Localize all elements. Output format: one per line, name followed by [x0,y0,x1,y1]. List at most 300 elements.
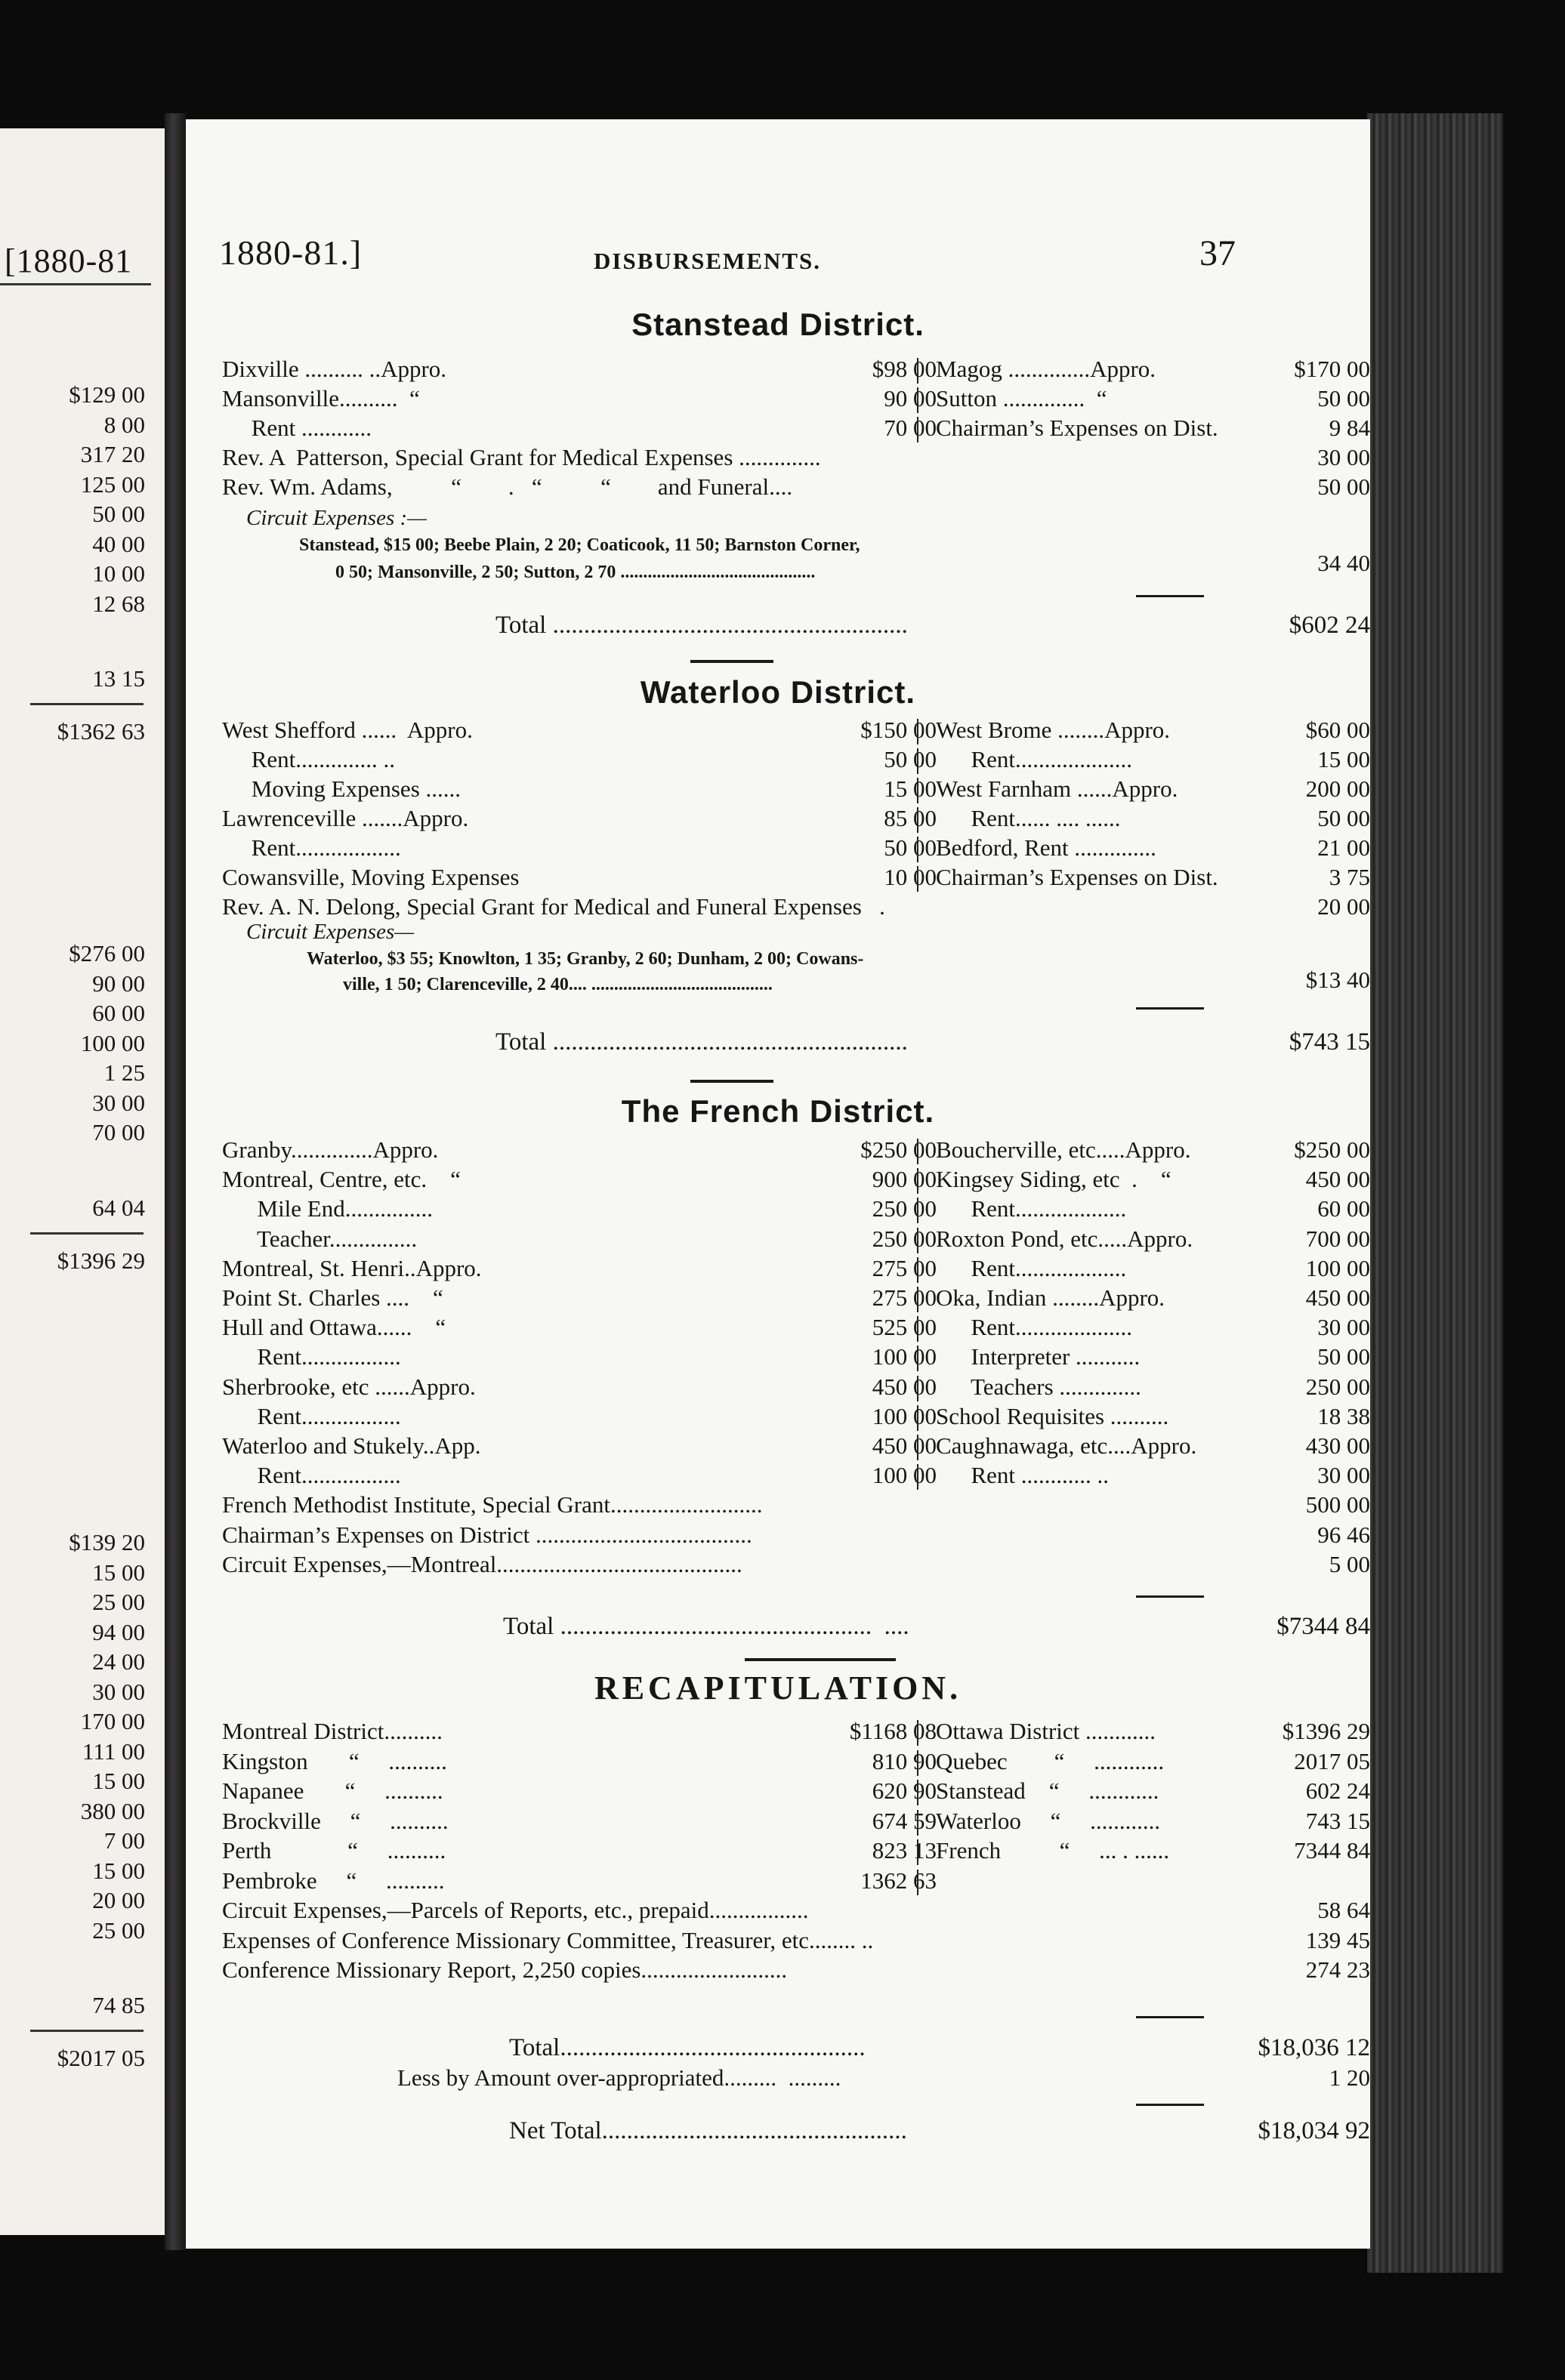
section-divider [745,1658,896,1661]
waterloo-total: $743 15 [1289,1028,1370,1056]
waterloo-right-item: Rent.................... [936,746,1133,772]
waterloo-circuit-line-1: Waterloo, $3 55; Knowlton, 1 35; Granby, 2 60; Dunham, 2 00; Cowans- [307,949,864,969]
previous-page-row [0,1000,151,1030]
previous-page-row [0,1708,151,1738]
waterloo-left-item: Rent.................. [222,834,401,861]
previous-page-sum-rule [30,703,144,705]
recap-right-item: French “ ... . ...... [936,1837,1170,1864]
previous-page-running-head: [1880-81 [5,242,133,279]
recap-column-divider [917,1780,918,1805]
french-full-row [222,1491,1438,1521]
previous-page-amount: 94 00 [92,1618,145,1645]
waterloo-right-item: Rent...... .... ...... [936,805,1121,831]
previous-page-row [0,1090,151,1120]
french-left-item: Point St. Charles .... “ [222,1284,443,1311]
recap-right-item: Ottawa District ............ [936,1718,1156,1744]
french-right-item: School Requisites .......... [936,1402,1169,1429]
stanstead-full-item: Rev. Wm. Adams, “ . “ “ and Funeral.... [222,473,793,500]
french-column-divider [917,1257,918,1283]
stanstead-left-amount: 70 00 [884,415,937,441]
stanstead-full-amount: 30 00 [1317,444,1370,470]
waterloo-column-divider [917,719,918,745]
french-left-item: Waterloo and Stukely..App. [222,1432,481,1459]
recap-full-item: Circuit Expenses,—Parcels of Reports, etc., prepaid................. [222,1897,809,1923]
recap-left-item: Perth “ .......... [222,1837,446,1864]
recap-left-amount: 1362 63 [860,1867,937,1894]
recap-column-divider [917,1839,918,1865]
french-row [222,1461,1438,1491]
waterloo-row [222,834,1438,864]
french-full-amount: 500 00 [1305,1491,1370,1518]
french-left-item: Sherbrooke, etc ......Appro. [222,1373,476,1400]
previous-page-amount: 7 00 [103,1827,145,1854]
book-gutter [165,113,186,2250]
recap-right-item: Quebec “ ............ [936,1747,1165,1774]
french-left-amount: 900 00 [872,1166,937,1193]
previous-page-amount: 380 00 [80,1797,145,1824]
previous-page-row [0,1247,151,1278]
previous-page-amount: 15 00 [92,1857,145,1884]
french-column-divider [917,1376,918,1401]
recap-row [222,1836,1438,1867]
french-row [222,1313,1438,1343]
previous-page-row [0,441,151,471]
previous-page-amount: 74 85 [92,1992,145,2018]
previous-page-row [0,1887,151,1917]
french-left-item: Montreal, Centre, etc. “ [222,1166,461,1193]
recap-full-amount: 139 45 [1305,1926,1370,1953]
french-left-amount: 100 00 [872,1402,937,1429]
previous-page-amount: 60 00 [92,1000,145,1026]
waterloo-right-amount: 50 00 [1317,805,1370,831]
recap-row [222,1747,1438,1777]
previous-page-row [0,2045,151,2075]
recap-left-item: Napanee “ .......... [222,1777,443,1804]
previous-page-row [0,665,151,695]
previous-page-rule [0,283,151,285]
stanstead-total-label: Total ......................................................... [495,612,908,639]
stanstead-circuit-label: Circuit Expenses :— [246,506,427,530]
stanstead-left-amount: $98 00 [872,356,937,382]
previous-page-row [0,1992,151,2022]
recap-right-amount: 602 24 [1305,1777,1370,1804]
previous-page-amount: 317 20 [80,441,145,467]
recap-left-amount: $1168 08 [849,1718,937,1744]
previous-page-row [0,1857,151,1888]
recap-full-item: Conference Missionary Report, 2,250 copies......................... [222,1956,788,1983]
waterloo-right-item: Bedford, Rent .............. [936,834,1156,861]
french-right-item: Kingsey Siding, etc . “ [936,1166,1171,1193]
waterloo-right-item: Chairman’s Expenses on Dist. [936,864,1218,890]
previous-page-amount: $139 20 [69,1529,145,1555]
french-right-amount: 450 00 [1305,1166,1370,1193]
previous-page-amount: 20 00 [92,1887,145,1913]
french-left-amount: 250 00 [872,1195,937,1222]
waterloo-sum-rule [1136,1007,1204,1010]
recap-row [222,1777,1438,1807]
previous-page-total: $2017 05 [57,2045,145,2071]
previous-page-amount: 15 00 [92,1558,145,1586]
french-right-item: Rent................... [936,1254,1127,1281]
previous-page-row [0,940,151,970]
waterloo-column-divider [917,807,918,833]
recap-less-label: Less by Amount over-appropriated......... ......... [397,2064,841,2091]
previous-page-sum-rule [30,2030,144,2032]
previous-page-amount: $276 00 [69,940,145,966]
waterloo-left-amount: 50 00 [884,746,937,772]
waterloo-right-item: West Farnham ......Appro. [936,775,1178,802]
previous-page-row [0,560,151,590]
french-left-item: Montreal, St. Henri..Appro. [222,1254,482,1281]
waterloo-total-label: Total ......................................................... [495,1028,908,1056]
previous-page-amount: 125 00 [80,470,145,498]
recap-full-row [222,1896,1438,1926]
french-district-title: The French District. [621,1093,935,1129]
running-head-year: 1880-81.] [219,233,363,272]
previous-page-amount: 50 00 [92,501,145,527]
recap-left-item: Montreal District.......... [222,1718,443,1744]
waterloo-left-amount: $150 00 [860,717,937,743]
french-full-item: French Methodist Institute, Special Grant.......................... [222,1491,763,1518]
stanstead-full-row [222,443,1438,473]
recap-right-item: Waterloo “ ............ [936,1807,1161,1834]
waterloo-row [222,804,1438,834]
previous-page-amount: 90 00 [92,970,145,997]
waterloo-column-divider [917,778,918,803]
recap-full-row [222,1956,1438,1986]
page-number: 37 [1199,233,1236,273]
french-right-amount: $250 00 [1294,1136,1370,1163]
french-left-item: Rent................. [222,1343,401,1370]
stanstead-right-amount: $170 00 [1294,356,1370,382]
french-left-amount: 250 00 [872,1225,937,1252]
recap-full-amount: 58 64 [1317,1897,1370,1923]
recap-full-row [222,1926,1438,1956]
french-right-item: Rent.................... [936,1314,1133,1341]
french-right-item: Oka, Indian ........Appro. [936,1284,1165,1311]
stanstead-left-item: Dixville .......... ..Appro. [222,356,447,382]
section-divider [690,660,773,663]
stanstead-sum-rule [1136,595,1204,597]
french-row [222,1225,1438,1255]
recap-column-divider [917,1810,918,1836]
running-head-title: DISBURSEMENTS. [594,248,822,274]
ledger-page [186,119,1370,2249]
waterloo-full-row [222,892,1438,923]
french-full-row [222,1521,1438,1551]
recap-right-amount: $1396 29 [1282,1718,1370,1744]
waterloo-full-amount: 20 00 [1317,893,1370,920]
french-right-item: Caughnawaga, etc....Appro. [936,1432,1197,1459]
french-left-amount: 275 00 [872,1254,937,1281]
french-column-divider [917,1168,918,1194]
french-full-amount: 5 00 [1329,1550,1370,1577]
french-row [222,1402,1438,1432]
previous-page-row [0,1030,151,1060]
waterloo-right-amount: 21 00 [1317,834,1370,861]
previous-page-row [0,531,151,561]
french-column-divider [917,1287,918,1312]
previous-page-row [0,1648,151,1679]
recap-right-amount: 7344 84 [1294,1837,1370,1864]
waterloo-left-item: Cowansville, Moving Expenses [222,864,520,890]
previous-page-amount: 1 25 [103,1059,145,1086]
french-column-divider [917,1435,918,1460]
stanstead-right-item: Magog ..............Appro. [936,356,1156,382]
previous-page-row [0,1559,151,1589]
previous-page-amount: 13 15 [92,665,145,692]
waterloo-left-item: Lawrenceville .......Appro. [222,805,469,831]
previous-page-amount: 30 00 [92,1089,145,1116]
waterloo-circuit-amount: $13 40 [1305,966,1370,993]
previous-page-row [0,412,151,442]
previous-page-row [0,1738,151,1768]
waterloo-left-amount: 50 00 [884,834,937,861]
french-column-divider [917,1228,918,1253]
waterloo-right-amount: 15 00 [1317,746,1370,772]
french-left-amount: 275 00 [872,1284,937,1311]
previous-page-amount: 12 68 [92,590,145,617]
recap-left-amount: 823 13 [872,1837,937,1864]
french-left-item: Teacher............... [222,1225,418,1252]
previous-page-row [0,970,151,1000]
french-right-item: Interpreter ........... [936,1343,1141,1370]
stanstead-full-row [222,473,1438,503]
french-row [222,1136,1438,1166]
french-right-amount: 700 00 [1305,1225,1370,1252]
waterloo-full-item: Rev. A. N. Delong, Special Grant for Medical and Funeral Expenses . [222,893,885,920]
previous-page-amount: 170 00 [80,1708,145,1734]
french-left-amount: 450 00 [872,1373,937,1400]
previous-page-row [0,1827,151,1857]
waterloo-circuit-label: Circuit Expenses— [246,920,415,944]
waterloo-left-amount: 15 00 [884,775,937,802]
previous-page-row [0,381,151,412]
french-right-amount: 100 00 [1305,1254,1370,1281]
recap-column-divider [917,1870,918,1895]
waterloo-column-divider [917,866,918,892]
stanstead-right-item: Sutton .............. “ [936,385,1107,412]
stanstead-left-amount: 90 00 [884,385,937,412]
previous-page-row [0,1119,151,1149]
french-row [222,1195,1438,1225]
french-column-divider [917,1198,918,1223]
stanstead-row [222,355,1438,385]
waterloo-column-divider [917,748,918,774]
french-full-item: Chairman’s Expenses on District ..................................... [222,1521,752,1548]
waterloo-left-item: Rent.............. .. [222,746,396,772]
stanstead-column-divider [917,417,918,442]
recap-full-item: Expenses of Conference Missionary Committee, Treasurer, etc........ .. [222,1926,874,1953]
stanstead-left-item: Mansonville.......... “ [222,385,420,412]
french-right-item: Teachers .............. [936,1373,1141,1400]
stanstead-district-title: Stanstead District. [631,307,924,342]
recap-less: 1 20 [1329,2064,1370,2091]
previous-page-total: $1396 29 [57,1247,145,1274]
french-total-label: Total .................................................. .... [503,1613,909,1640]
french-full-amount: 96 46 [1317,1521,1370,1548]
previous-page-row [0,718,151,748]
previous-page-amount: 8 00 [103,411,145,438]
french-left-item: Granby..............Appro. [222,1136,439,1163]
previous-page-row [0,1679,151,1709]
french-right-amount: 450 00 [1305,1284,1370,1311]
french-left-item: Mile End............... [222,1195,433,1222]
french-right-amount: 60 00 [1317,1195,1370,1222]
french-right-item: Rent................... [936,1195,1127,1222]
stanstead-circuit-line-1: Stanstead, $15 00; Beebe Plain, 2 20; Coaticook, 11 50; Barnston Corner, [299,535,860,555]
waterloo-left-amount: 85 00 [884,805,937,831]
waterloo-row [222,745,1438,775]
french-left-amount: 100 00 [872,1343,937,1370]
recap-full-amount: 274 23 [1305,1956,1370,1983]
previous-page-amount: 24 00 [92,1648,145,1675]
waterloo-left-item: West Shefford ...... Appro. [222,717,473,743]
french-row [222,1432,1438,1462]
stanstead-row [222,414,1438,444]
previous-page-row [0,1768,151,1798]
stanstead-right-amount: 50 00 [1317,385,1370,412]
french-right-amount: 30 00 [1317,1314,1370,1341]
recapitulation-title: RECAPITULATION. [594,1669,962,1706]
previous-page-amount: 25 00 [92,1589,145,1615]
stanstead-full-amount: 50 00 [1317,473,1370,500]
recap-column-divider [917,1720,918,1746]
stanstead-column-divider [917,358,918,384]
previous-page-row [0,501,151,531]
waterloo-left-item: Moving Expenses ...... [222,775,461,802]
previous-page-row [0,1195,151,1225]
french-column-divider [917,1464,918,1490]
recap-column-divider [917,1750,918,1776]
previous-page-amount: 111 00 [82,1737,145,1765]
stanstead-column-divider [917,387,918,413]
section-divider [690,1080,773,1083]
french-right-amount: 430 00 [1305,1432,1370,1459]
stanstead-total: $602 24 [1289,612,1370,639]
french-left-item: Hull and Ottawa...... “ [222,1314,446,1341]
previous-page-total: $1362 63 [57,718,145,745]
waterloo-right-item: West Brome ........Appro. [936,717,1171,743]
french-row [222,1343,1438,1373]
french-right-amount: 18 38 [1317,1402,1370,1429]
french-full-item: Circuit Expenses,—Montreal.......................................... [222,1550,742,1577]
waterloo-right-amount: 3 75 [1329,864,1370,890]
stanstead-right-amount: 9 84 [1329,415,1370,441]
recap-row [222,1867,1438,1897]
previous-page-amount: 40 00 [92,530,145,557]
waterloo-row [222,716,1438,746]
recap-right-amount: 2017 05 [1294,1747,1370,1774]
waterloo-circuit-line-2: ville, 1 50; Clarenceville, 2 40.... ........................................ [307,975,773,994]
recap-left-amount: 674 59 [872,1807,937,1834]
french-total: $7344 84 [1276,1613,1370,1640]
previous-page-row [0,1917,151,1947]
recap-total: $18,036 12 [1258,2034,1370,2061]
french-row [222,1165,1438,1195]
recap-row [222,1807,1438,1837]
waterloo-row [222,775,1438,805]
french-right-amount: 50 00 [1317,1343,1370,1370]
waterloo-district-title: Waterloo District. [640,674,916,710]
stanstead-circuit-amount: 34 40 [1317,550,1370,576]
recap-left-item: Kingston “ .......... [222,1747,447,1774]
previous-page-amount: 10 00 [92,560,145,587]
previous-page-amount: 30 00 [92,1678,145,1705]
previous-page-amount: 15 00 [92,1768,145,1794]
previous-page-row [0,471,151,501]
net-sum-rule [1136,2104,1204,2106]
stanstead-right-item: Chairman’s Expenses on Dist. [936,415,1218,441]
french-row [222,1284,1438,1314]
previous-page-amount: $129 00 [69,381,145,408]
previous-page-row [0,590,151,621]
french-column-divider [917,1316,918,1342]
stanstead-full-item: Rev. A Patterson, Special Grant for Medical Expenses .............. [222,444,821,470]
french-right-item: Boucherville, etc.....Appro. [936,1136,1191,1163]
previous-page-row [0,1529,151,1559]
french-column-divider [917,1405,918,1431]
french-right-amount: 30 00 [1317,1462,1370,1489]
recap-right-item: Stanstead “ ............ [936,1777,1159,1804]
french-full-row [222,1550,1438,1580]
waterloo-left-amount: 10 00 [884,864,937,890]
previous-page-amount: 64 04 [92,1194,145,1221]
recap-left-amount: 810 90 [872,1747,937,1774]
previous-page-amount: 100 00 [80,1029,145,1056]
previous-page-row [0,1798,151,1828]
french-right-item: Rent ............ .. [936,1462,1110,1489]
stanstead-left-item: Rent ............ [222,415,372,441]
french-column-divider [917,1139,918,1164]
previous-page-amount: 70 00 [92,1119,145,1145]
recap-left-amount: 620 90 [872,1777,937,1804]
french-right-item: Roxton Pond, etc.....Appro. [936,1225,1193,1252]
french-column-divider [917,1346,918,1371]
french-left-amount: $250 00 [860,1136,937,1163]
french-right-amount: 250 00 [1305,1373,1370,1400]
french-left-item: Rent................. [222,1462,401,1489]
previous-page-row [0,1619,151,1649]
net-total-label: Net Total................................................. [509,2117,907,2144]
previous-page-row [0,1059,151,1090]
french-left-amount: 450 00 [872,1432,937,1459]
stanstead-row [222,384,1438,415]
french-left-item: Rent................. [222,1402,401,1429]
previous-page [0,128,168,2235]
stanstead-circuit-line-2: 0 50; Mansonville, 2 50; Sutton, 2 70 ........................................... [299,563,816,582]
recap-row [222,1717,1438,1747]
recap-sum-rule [1136,2016,1204,2018]
french-row [222,1254,1438,1284]
recap-total-label: Total................................................. [509,2034,866,2061]
waterloo-right-amount: 200 00 [1305,775,1370,802]
recap-right-amount: 743 15 [1305,1807,1370,1834]
waterloo-column-divider [917,837,918,862]
net-total: $18,034 92 [1258,2117,1370,2144]
french-left-amount: 100 00 [872,1462,937,1489]
french-sum-rule [1136,1595,1204,1598]
previous-page-sum-rule [30,1232,144,1235]
previous-page-row [0,1589,151,1619]
recap-left-item: Brockville “ .......... [222,1807,449,1834]
previous-page-amount: 25 00 [92,1916,145,1944]
waterloo-right-amount: $60 00 [1305,717,1370,743]
waterloo-row [222,863,1438,893]
french-left-amount: 525 00 [872,1314,937,1341]
recap-left-item: Pembroke “ .......... [222,1867,445,1894]
french-row [222,1373,1438,1403]
